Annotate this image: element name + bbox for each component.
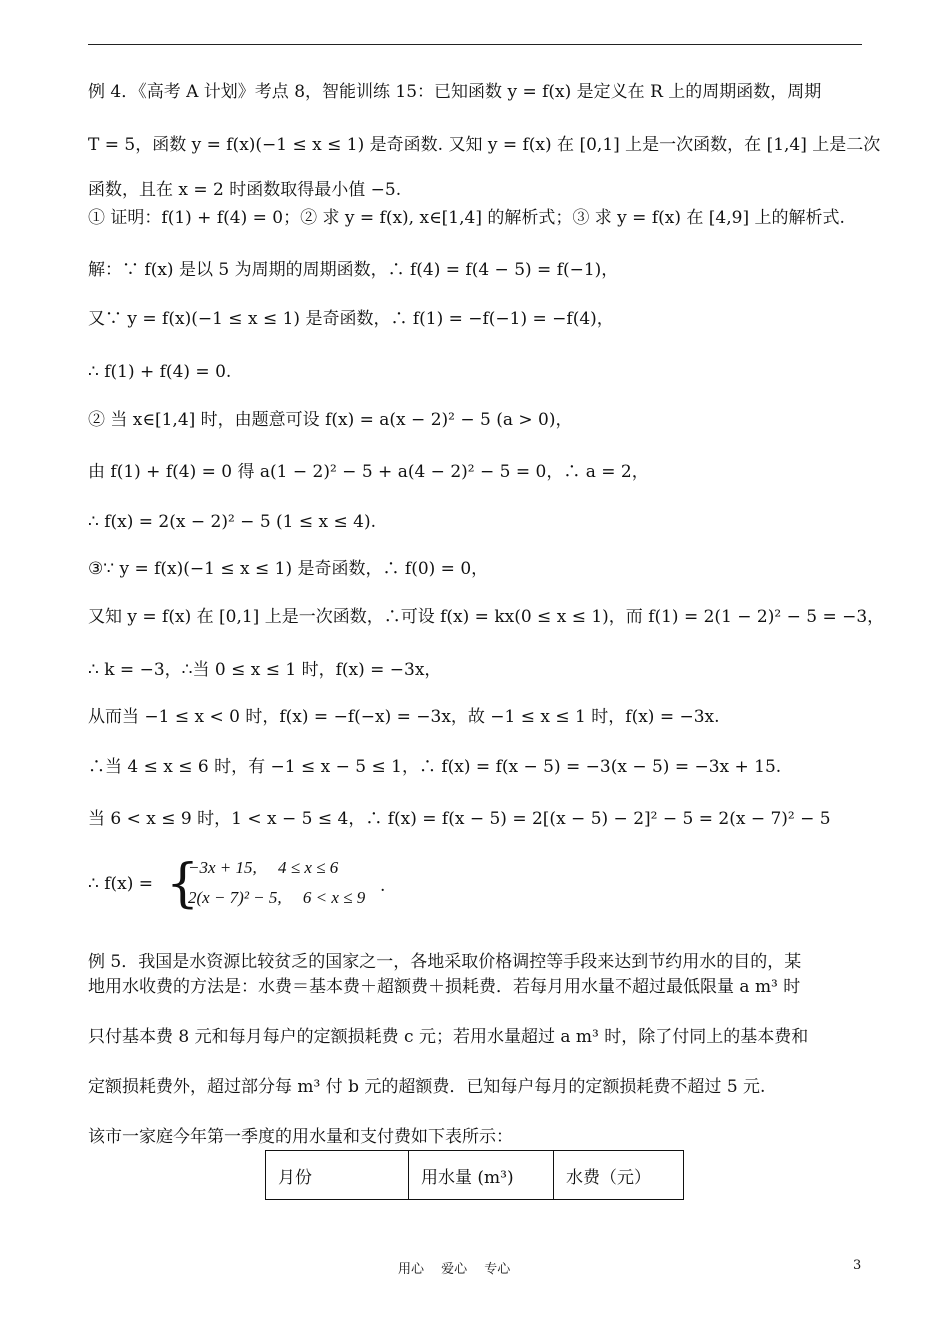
- table-header-water-usage: 用水量 (m³): [409, 1151, 554, 1199]
- text-line: 又知 y = f(x) 在 [0,1] 上是一次函数，∴可设 f(x) = kx(0 ≤ x ≤ 1)，而 f(1) = 2(1 − 2)² − 5 = −3，: [88, 607, 885, 627]
- text-line: 只付基本费 8 元和每月每户的定额损耗费 c 元；若用水量超过 a m³ 时，除了付同上的基本费和: [88, 1027, 809, 1047]
- table-header-fee: 水费（元）: [566, 1167, 651, 1188]
- piecewise-case-1: −3x + 15, 4 ≤ x ≤ 6: [188, 858, 339, 877]
- water-fee-table: [265, 1150, 684, 1200]
- text-line: 由 f(1) + f(4) = 0 得 a(1 − 2)² − 5 + a(4 − 2)² − 5 = 0，∴ a = 2，: [88, 462, 649, 482]
- text-line: 解：∵ f(x) 是以 5 为周期的周期函数，∴ f(4) = f(4 − 5) = f(−1)，: [88, 260, 619, 280]
- text-line: 例 5．我国是水资源比较贫乏的国家之一，各地采取价格调控等手段来达到节约用水的目的，某: [88, 952, 802, 972]
- text-line: ∴ f(x) = 2(x − 2)² − 5 (1 ≤ x ≤ 4).: [88, 512, 377, 532]
- text-line: 又∵ y = f(x)(−1 ≤ x ≤ 1) 是奇函数，∴ f(1) = −f(−1) = −f(4)，: [88, 309, 614, 329]
- left-brace: {: [166, 854, 200, 914]
- text-line: T = 5，函数 y = f(x)(−1 ≤ x ≤ 1) 是奇函数. 又知 y = f(x) 在 [0,1] 上是一次函数，在 [1,4] 上是二次: [88, 135, 881, 155]
- text-line: 例 4．《高考 A 计划》考点 8，智能训练 15：已知函数 y = f(x) 是定义在 R 上的周期函数，周期: [88, 82, 822, 102]
- text-line: ③∵ y = f(x)(−1 ≤ x ≤ 1) 是奇函数，∴ f(0) = 0，: [88, 559, 489, 579]
- text-line: ∴ k = −3，∴当 0 ≤ x ≤ 1 时，f(x) = −3x，: [88, 660, 442, 680]
- piecewise-period: .: [380, 876, 386, 896]
- table-header-month: 月份: [266, 1151, 409, 1199]
- text-line: 从而当 −1 ≤ x < 0 时，f(x) = −f(−x) = −3x，故 −1 ≤ x ≤ 1 时，f(x) = −3x.: [88, 707, 720, 727]
- text-line: 该市一家庭今年第一季度的用水量和支付费如下表所示：: [88, 1127, 513, 1147]
- text-line: 定额损耗费外，超过部分每 m³ 付 b 元的超额费．已知每户每月的定额损耗费不超过 5 元.: [88, 1077, 766, 1097]
- piecewise-lhs: ∴ f(x) =: [88, 874, 154, 894]
- text-line: ② 当 x∈[1,4] 时，由题意可设 f(x) = a(x − 2)² − 5 (a > 0)，: [88, 410, 573, 430]
- text-line: ① 证明：f(1) + f(4) = 0；② 求 y = f(x), x∈[1,4] 的解析式；③ 求 y = f(x) 在 [4,9] 上的解析式.: [88, 208, 845, 228]
- page-number: 3: [853, 1258, 862, 1273]
- piecewise-formula: [88, 854, 488, 918]
- header-rule: [88, 44, 862, 45]
- text-line: ∴ f(1) + f(4) = 0.: [88, 362, 232, 382]
- text-line: 当 6 < x ≤ 9 时，1 < x − 5 ≤ 4，∴ f(x) = f(x − 5) = 2[(x − 5) − 2]² − 5 = 2(x − 7)² − 5: [88, 809, 831, 829]
- text-line: 函数，且在 x = 2 时函数取得最小值 −5.: [88, 180, 402, 200]
- page-footer: 用心 爱心 专心: [398, 1262, 511, 1277]
- piecewise-case-2: 2(x − 7)² − 5, 6 < x ≤ 9: [188, 888, 366, 907]
- text-line: 地用水收费的方法是：水费＝基本费＋超额费＋损耗费．若每月用水量不超过最低限量 a m³ 时: [88, 977, 801, 997]
- text-line: ∴当 4 ≤ x ≤ 6 时，有 −1 ≤ x − 5 ≤ 1，∴ f(x) = f(x − 5) = −3(x − 5) = −3x + 15.: [88, 757, 782, 777]
